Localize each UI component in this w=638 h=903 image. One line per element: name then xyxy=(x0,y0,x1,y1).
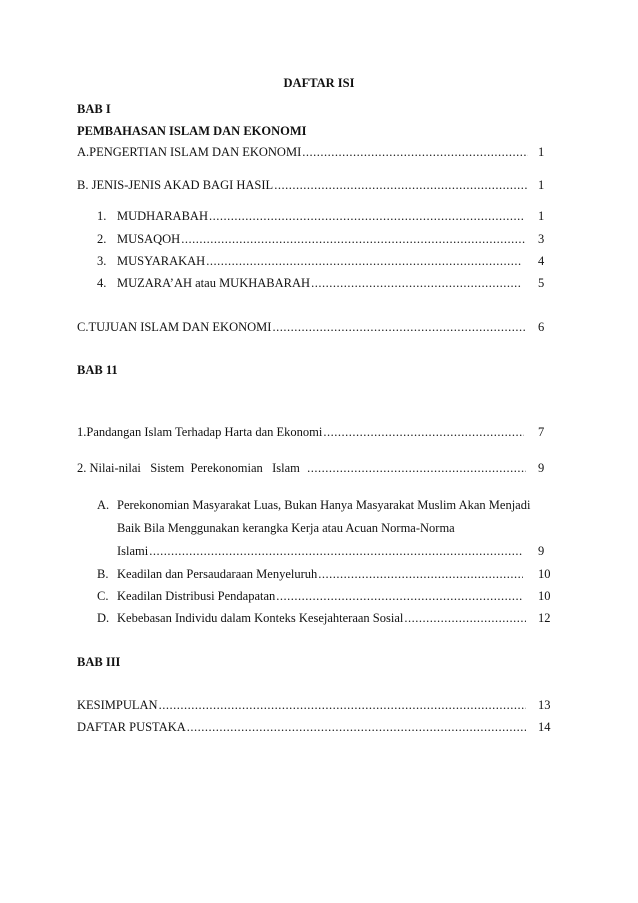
toc-subentry[interactable] xyxy=(97,566,525,582)
toc-leader-dots xyxy=(311,275,521,291)
toc-subentry-number: 4. xyxy=(97,276,107,290)
toc-page-number: 10 xyxy=(538,589,551,603)
toc-subentry[interactable] xyxy=(117,543,525,559)
toc-entry-label: DAFTAR PUSTAKA xyxy=(77,720,186,734)
toc-page-number: 4 xyxy=(538,254,545,268)
toc-entry-label: A.PENGERTIAN ISLAM DAN EKONOMI xyxy=(77,145,302,159)
toc-page-number: 6 xyxy=(538,320,545,334)
toc-entry[interactable] xyxy=(77,144,530,160)
toc-entry[interactable] xyxy=(77,697,528,713)
toc-subentry[interactable] xyxy=(97,275,523,291)
toc-subentry-number: A. xyxy=(97,498,110,512)
toc-page-number: 1 xyxy=(538,145,545,159)
toc-leader-dots xyxy=(187,719,526,735)
toc-page-number: 12 xyxy=(538,611,551,625)
toc-leader-dots xyxy=(274,177,528,193)
toc-entry-label: B. JENIS-JENIS AKAD BAGI HASIL xyxy=(77,178,274,192)
toc-page-number: 1 xyxy=(538,209,545,223)
toc-leader-dots xyxy=(159,697,526,713)
toc-subentry[interactable] xyxy=(97,253,523,269)
toc-subentry-label: D. Kebebasan Individu dalam Konteks Kesejahteraan Sosial xyxy=(97,611,404,625)
toc-subentry-number: C. xyxy=(97,589,109,603)
toc-entry-label: C.TUJUAN ISLAM DAN EKONOMI xyxy=(77,320,272,334)
toc-leader-dots xyxy=(323,424,524,440)
toc-page-number: 1 xyxy=(538,178,545,192)
toc-page-number: 3 xyxy=(538,232,545,246)
toc-subentry-number: 1. xyxy=(97,209,107,223)
toc-subentry[interactable] xyxy=(97,208,527,224)
toc-entry[interactable] xyxy=(77,460,528,476)
toc-subentry-label: 1. MUDHARABAH xyxy=(97,209,208,223)
toc-subentry-number: 2. xyxy=(97,232,107,246)
toc-page-number: 5 xyxy=(538,276,545,290)
toc-subentry-label-continued: Islami xyxy=(117,544,149,558)
toc-leader-dots xyxy=(206,253,521,269)
bab2-heading: BAB 11 xyxy=(77,363,118,377)
toc-leader-dots xyxy=(307,460,526,476)
toc-entry[interactable] xyxy=(77,719,528,735)
toc-page-number: 14 xyxy=(538,720,551,734)
toc-leader-dots xyxy=(276,588,523,604)
toc-subentry-number: B. xyxy=(97,567,109,581)
toc-entry-label: 1.Pandangan Islam Terhadap Harta dan Ekonomi xyxy=(77,425,323,439)
page-title: DAFTAR ISI xyxy=(283,76,355,90)
toc-leader-dots xyxy=(302,144,528,160)
toc-leader-dots xyxy=(149,543,523,559)
toc-subentry[interactable] xyxy=(97,231,527,247)
toc-page-number: 7 xyxy=(538,425,545,439)
toc-page-number: 9 xyxy=(538,544,545,558)
toc-subentry-label: C. Keadilan Distribusi Pendapatan xyxy=(97,589,276,603)
toc-subentry-label: 2. MUSAQOH xyxy=(97,232,181,246)
toc-leader-dots xyxy=(181,231,525,247)
toc-entry-label: KESIMPULAN xyxy=(77,698,158,712)
toc-subentry-number: D. xyxy=(97,611,110,625)
toc-entry[interactable] xyxy=(77,319,528,335)
toc-subentry-label: 4. MUZARA’AH atau MUKHABARAH xyxy=(97,276,311,290)
bab1-subtitle: PEMBAHASAN ISLAM DAN EKONOMI xyxy=(77,124,307,138)
toc-subentry[interactable] xyxy=(97,610,528,626)
toc-leader-dots xyxy=(209,208,525,224)
toc-subentry-number: 3. xyxy=(97,254,107,268)
toc-leader-dots xyxy=(272,319,526,335)
toc-entry-label: 2. Nilai-nilai Sistem Perekonomian Islam xyxy=(77,461,307,475)
toc-subentry[interactable] xyxy=(97,588,525,604)
toc-page-number: 9 xyxy=(538,461,545,475)
toc-subentry-label: 3. MUSYARAKAH xyxy=(97,254,206,268)
toc-subentry-label-continued: Baik Bila Menggunakan kerangka Kerja atau Acuan Norma-Norma xyxy=(117,521,455,535)
toc-subentry-label: B. Keadilan dan Persaudaraan Menyeluruh xyxy=(97,567,318,581)
toc-subentry-label: Perekonomian Masyarakat Luas, Bukan Hanya Masyarakat Muslim Akan Menjadi xyxy=(117,498,531,512)
bab3-heading: BAB III xyxy=(77,655,121,669)
toc-leader-dots xyxy=(404,610,526,626)
toc-entry[interactable] xyxy=(77,177,530,193)
toc-page-number: 10 xyxy=(538,567,551,581)
toc-page-number: 13 xyxy=(538,698,551,712)
toc-entry[interactable] xyxy=(77,424,526,440)
toc-leader-dots xyxy=(318,566,523,582)
bab1-heading: BAB I xyxy=(77,102,111,116)
